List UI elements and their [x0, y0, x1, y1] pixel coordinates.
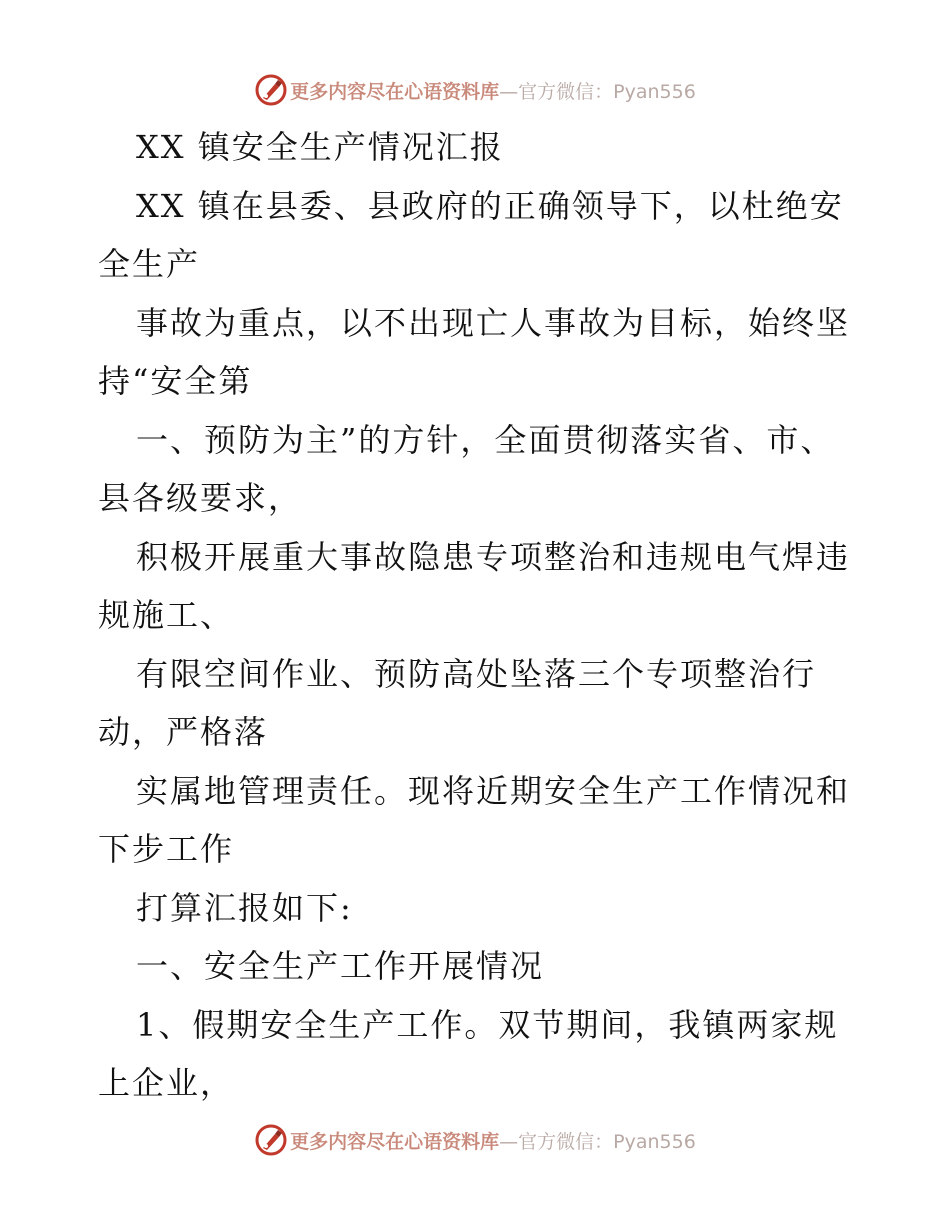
document-body: [98, 118, 858, 1113]
paragraph-line: 全生产: [98, 245, 201, 283]
paragraph-line: 1、假期安全生产工作。双节期间，我镇两家规: [136, 1005, 839, 1044]
paragraph-line: 持“安全第: [98, 362, 253, 400]
footer-banner: [0, 1120, 950, 1160]
footer-site-text: 更多内容尽在心语资料库: [290, 1130, 500, 1153]
footer-wechat-text: —官方微信：Pyan556: [499, 1130, 696, 1153]
section-heading: 一、安全生产工作开展情况: [136, 947, 545, 985]
paragraph-line: 上企业，: [98, 1064, 235, 1102]
paragraph-line: 有限空间作业、预防高处坠落三个专项整治行: [136, 654, 817, 693]
footer-banner-text: [290, 1127, 696, 1154]
paragraph-line: 实属地管理责任。现将近期安全生产工作情况和: [136, 771, 851, 810]
paragraph-line: 积极开展重大事故隐患专项整治和违规电气焊违: [136, 537, 851, 576]
pen-logo-icon: [254, 1123, 288, 1157]
paragraph-line: 下步工作: [98, 830, 235, 868]
paragraph-line: 一、预防为主”的方针，全面贯彻落实省、市、: [136, 420, 835, 459]
header-banner: [0, 70, 950, 110]
paragraph-line: 打算汇报如下:: [136, 888, 353, 927]
header-banner-text: [290, 77, 696, 104]
header-wechat-text: —官方微信：Pyan556: [499, 80, 696, 103]
pen-logo-icon: [254, 73, 288, 107]
paragraph-line: 规施工、: [98, 596, 235, 634]
paragraph-line: 县各级要求，: [98, 479, 303, 517]
header-site-text: 更多内容尽在心语资料库: [290, 80, 500, 103]
paragraph-line: 动，严格落: [98, 713, 269, 751]
paragraph-line: 事故为重点，以不出现亡人事故为目标，始终坚: [136, 303, 851, 342]
document-title: XX 镇安全生产情况汇报: [136, 128, 504, 166]
paragraph-line: XX 镇在县委、县政府的正确领导下，以杜绝安: [136, 186, 844, 225]
